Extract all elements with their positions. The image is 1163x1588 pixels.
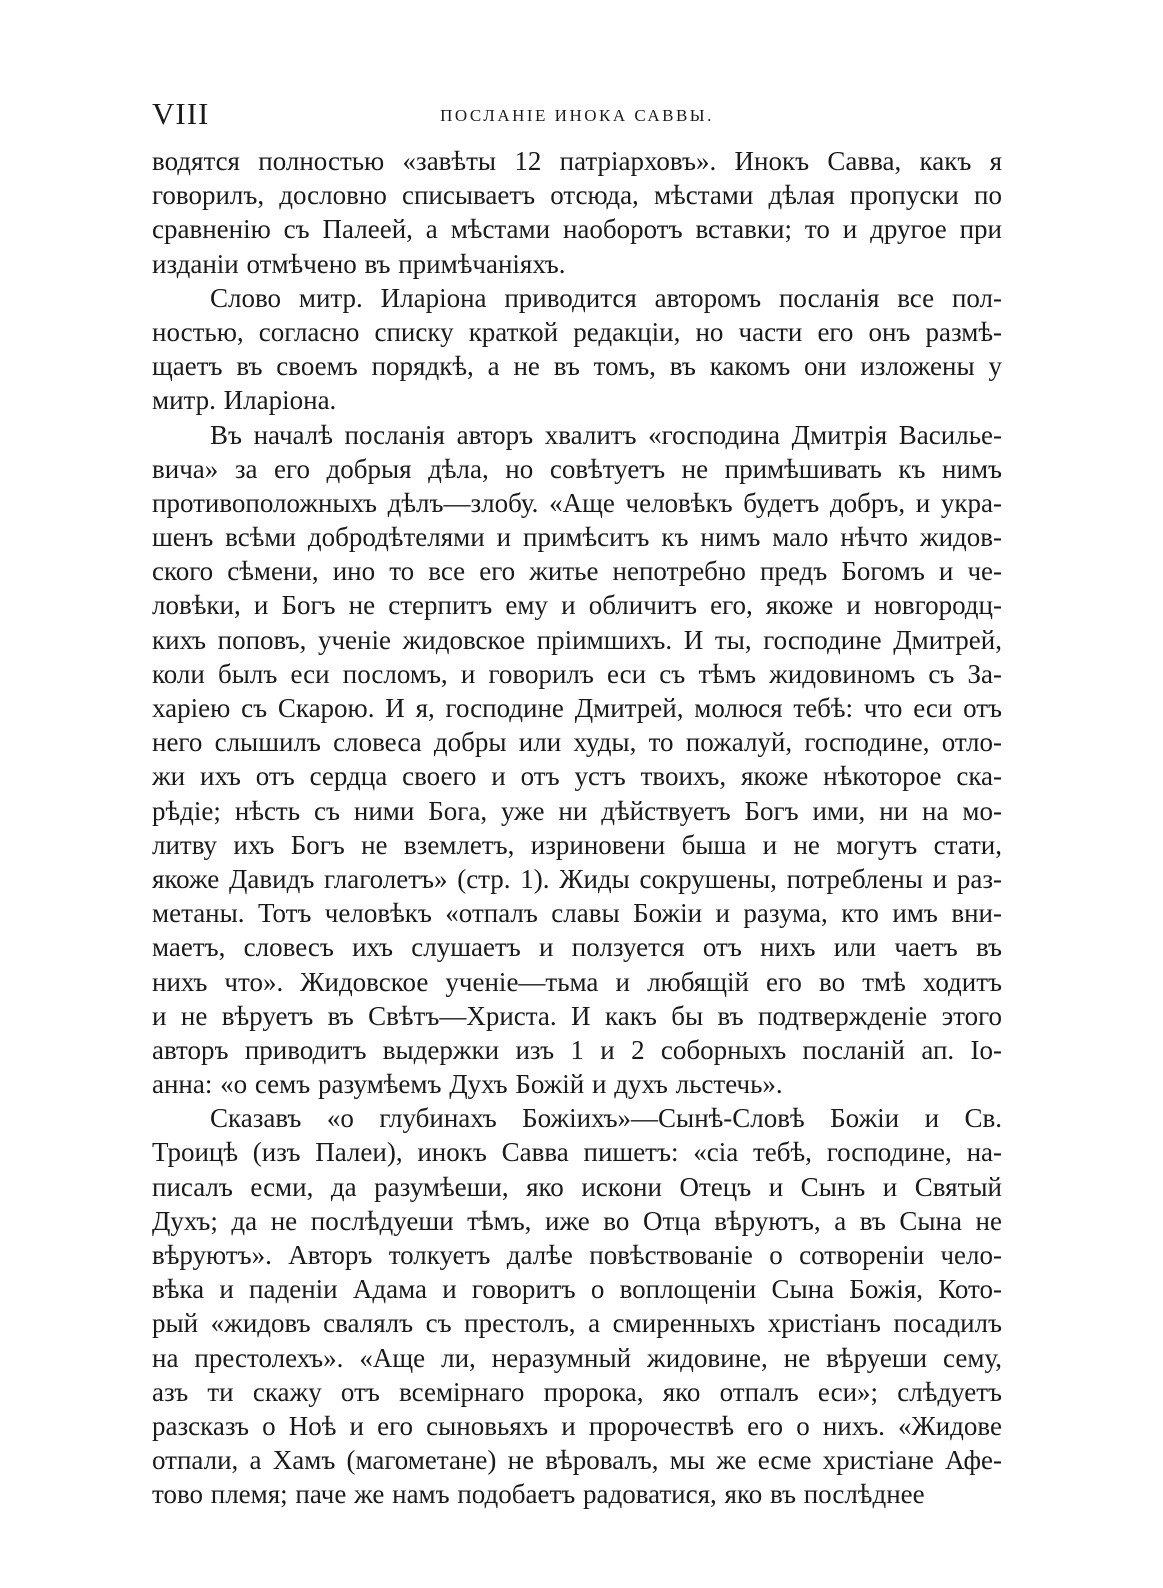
body-text [152,144,1002,1512]
text-line: литву ихъ Богъ не вземлетъ, изриновени быша и не могутъ стати, [152,829,1002,860]
text-line: щаетъ въ своемъ порядкѣ, а не въ томъ, въ какомъ они изложены у [152,351,1002,382]
text-line: якоже Давидъ глаголетъ» (стр. 1). Жиды сокрушены, потреблены и раз- [152,863,1002,894]
paragraph [152,281,1002,418]
text-line: изданіи отмѣчено въ примѣчаніяхъ. [152,248,566,279]
text-line: Сказавъ «о глубинахъ Божіихъ»—Сынѣ-Словѣ Божіи и Св. [210,1103,1002,1134]
running-title: ПОСЛАНІЕ ИНОКА САВВЫ. [440,106,714,125]
text-line: на престолехъ». «Аще ли, неразумный жидовине, не вѣруеши сему, [152,1342,1002,1373]
text-line: Троицѣ (изъ Палеи), инокъ Савва пишетъ: «сіа тебѣ, господине, на- [152,1137,1002,1168]
text-line: разсказъ о Ноѣ и его сыновьяхъ и пророчествѣ его о нихъ. «Жидове [152,1410,1002,1441]
text-line: нихъ что». Жидовское ученіе—тьма и любящій его во тмѣ ходитъ [152,966,1002,997]
text-line: митр. Иларіона. [152,385,337,416]
text-line: писалъ есми, да разумѣеши, яко искони Отецъ и Сынъ и Святый [152,1171,1002,1202]
text-line: Въ началѣ посланія авторъ хвалитъ «господина Дмитрія Василье- [210,419,1002,450]
text-line: кихъ поповъ, ученіе жидовское пріимшихъ. И ты, господине Дмитрей, [152,624,1002,655]
text-line: авторъ приводитъ выдержки изъ 1 и 2 соборныхъ посланій ап. Іо- [152,1034,1002,1065]
paragraph [152,418,1002,1102]
page-header [152,96,1002,132]
document-page [152,96,1002,1556]
text-line: вича» за его добрыя дѣла, но совѣтуетъ не примѣшивать къ нимъ [152,453,1002,484]
text-line: вѣруютъ». Авторъ толкуетъ далѣе повѣствованіе о сотвореніи чело- [152,1240,1002,1270]
text-line: шенъ всѣми добродѣтелями и примѣситъ къ нимъ мало нѣчто жидов- [152,522,1002,553]
text-line: маетъ, словесъ ихъ слушаетъ и ползуется отъ нихъ или чаетъ въ [152,932,1002,963]
text-line: ловѣки, и Богъ не стерпитъ ему и обличитъ его, якоже и новгородц- [152,590,1002,621]
text-line: Слово митр. Иларіона приводится авторомъ посланія все пол- [210,282,1002,313]
text-line: него слышилъ словеса добры или худы, то пожалуй, господине, отло- [152,727,1002,758]
page-number: VIII [152,96,210,131]
text-line: говорилъ, дословно списываетъ отсюда, мѣстами дѣлая пропуски по [152,180,1002,211]
paragraph [152,144,1002,281]
text-line: ского сѣмени, ино то все его житье непотребно предъ Богомъ и че- [152,556,1002,587]
text-line: противоположныхъ дѣлъ—злобу. «Аще человѣкъ будетъ добръ, и укра- [152,487,1002,518]
text-line: жи ихъ отъ сердца своего и отъ устъ твоихъ, якоже нѣкоторое ска- [152,761,1002,792]
text-line: харіею съ Скарою. И я, господине Дмитрей, молюся тебѣ: что еси отъ [152,693,1002,723]
text-line: коли былъ еси посломъ, и говорилъ еси съ тѣмъ жидовиномъ съ За- [152,658,1002,689]
text-line: сравненію съ Палеей, а мѣстами наоборотъ вставки; то и другое при [152,214,1002,245]
text-line: и не вѣруетъ въ Свѣтъ—Христа. И какъ бы въ подтвержденіе этого [152,1000,1002,1031]
paragraph [152,1101,1002,1511]
text-line: отпали, а Хамъ (магометане) не вѣровалъ, мы же есме христіане Афе- [152,1445,1002,1476]
text-line: водятся полностью «завѣты 12 патріарховъ». Инокъ Савва, какъ я [152,146,1002,176]
text-line: вѣка и паденіи Адама и говоритъ о воплощеніи Сына Божія, Кото- [152,1274,1002,1305]
text-line: Духъ; да не послѣдуеши тѣмъ, иже во Отца вѣруютъ, а въ Сына не [152,1205,1002,1236]
text-line: рѣдіе; нѣсть съ ними Бога, уже ни дѣйствуетъ Богъ ими, ни на мо- [152,795,1002,826]
text-line: тово племя; паче же намъ подобаетъ радоватися, яко въ послѣднее [152,1479,925,1510]
text-line: ностью, согласно списку краткой редакціи, но части его онъ размѣ- [152,316,1002,347]
text-line: анна: «о семъ разумѣемъ Духъ Божій и духъ льстечь». [152,1069,783,1100]
text-line: метаны. Тотъ человѣкъ «отпалъ славы Божіи и разума, кто имъ вни- [152,898,1002,929]
text-line: рый «жидовъ свалялъ съ престолъ, а смиренныхъ христіанъ посадилъ [152,1308,1002,1339]
text-line: азъ ти скажу отъ всемірнаго пророка, яко отпалъ еси»; слѣдуетъ [152,1376,1002,1407]
